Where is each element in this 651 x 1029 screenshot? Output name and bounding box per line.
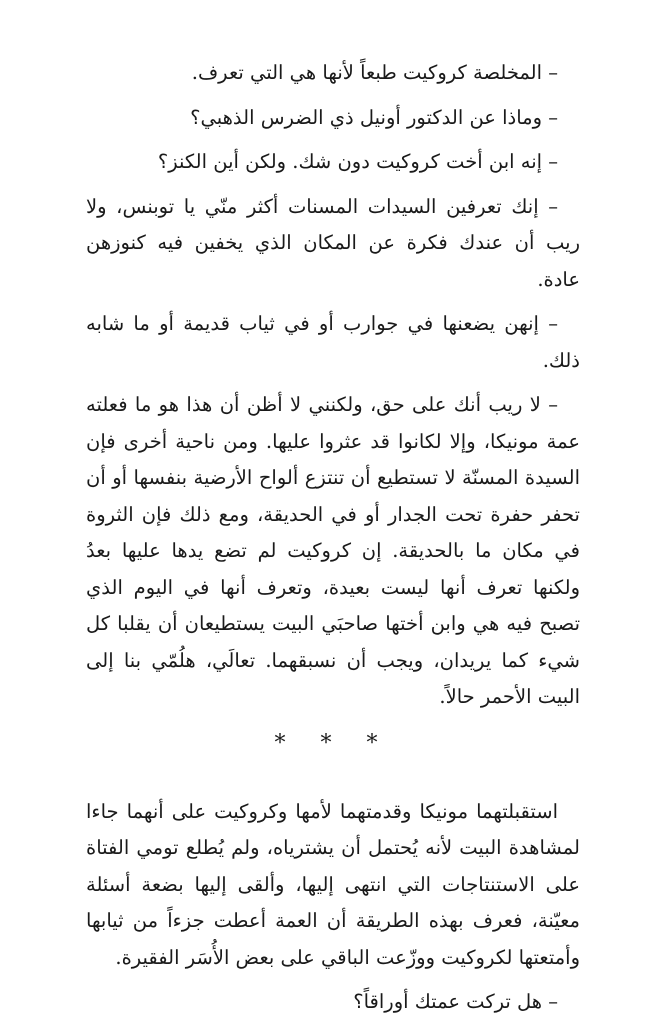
dialogue-line: – إنك تعرفين السيدات المسنات أكثر منّي يا توبنس، ولا ريب أن عندك فكرة عن المكان الذي يخفين فيه كنوزهن عادة. [86, 194, 580, 291]
dialogue-line: – وماذا عن الدكتور أونيل ذي الضرس الذهبي؟ [190, 105, 558, 129]
book-page [86, 55, 580, 1029]
dialogue-line: – إنهن يضعنها في جوارب أو في ثياب قديمة أو ما شابه ذلك. [86, 312, 580, 372]
dialogue-line: – هل تركت عمتك أوراقاً؟ [353, 990, 558, 1013]
dialogue-line: – إنه ابن أخت كروكيت دون شك. ولكن أين الكنز؟ [157, 150, 558, 173]
dialogue-line: – المخلصة كروكيت طبعاً لأنها هي التي تعرف. [191, 61, 558, 84]
section-separator: * * * [274, 730, 392, 756]
narrative-paragraph: استقبلتهما مونيكا وقدمتهما لأمها وكروكيت على أنهما جاءا لمشاهدة البيت لأنه يُحتمل أن يشترياه، ولم يُطلع تومي الفتاة على الاستنتاجات التي انتهى إليها، وألقى إليها بضعة أسئلة معيّنة، فعرف بهذه الطريقة أن العمة أعطت جزءاً من ثيابها وأمتعتها لكروكيت ووزّعت الباقي على بعض الأُسَر الفقيرة. [86, 799, 580, 969]
dialogue-line: – لا ريب أنك على حق، ولكنني لا أظن أن هذا هو ما فعلته عمة مونيكا، وإلا لكانوا قد عثروا عليها. ومن ناحية أخرى فإن السيدة المسنّة لا تستطيع أن تنتزع ألواح الأرضية بنفسها أو أن تحفر حفرة تحت الجدار أو في الحديقة، ومع ذلك فإن الثروة في مكان ما بالحديقة. إن كروكيت لم تضع يدها عليها بعدُ ولكنها تعرف أنها ليست بعيدة، وتعرف أنها في اليوم الذي تصبح فيه هي وابن أختها صاحبَي البيت يستطيعان أن يقلبا كل شيء كما يريدان، ويجب أن نسبقهما. تعالَي، هلُمّي بنا إلى البيت الأحمر حالاً. [86, 393, 580, 708]
